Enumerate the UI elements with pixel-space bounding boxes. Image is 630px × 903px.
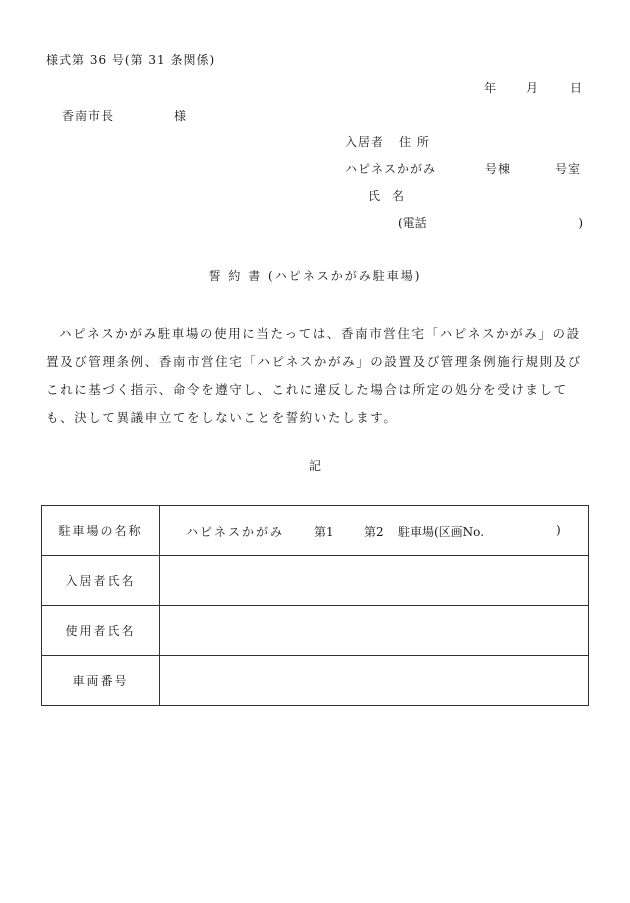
document-title: 誓 約 書 (ハピネスかがみ駐車場): [208, 269, 422, 283]
name-label-1: 氏: [368, 189, 381, 203]
form-number: 様式第 36 号(第 31 条関係): [46, 53, 216, 67]
resident-address-line: [345, 134, 430, 150]
table-row: [42, 656, 589, 706]
pledge-body: ハピネスかがみ駐車場の使用に当たっては、香南市営住宅「ハピネスかがみ」の設置及び管理条例、香南市営住宅「ハピネスかがみ」の設置及び管理条例施行規則及びこれに基づく指示、命令を遵守し、これに違反した場合は所定の処分を受けましても、決して異議申立てをしないことを誓約いたします。: [46, 326, 582, 425]
date-year-label: 年: [484, 81, 497, 95]
row-label-parking-name: 駐車場の名称: [42, 506, 160, 556]
phone-close-paren: ): [578, 216, 583, 230]
lot-2-option: 第2: [364, 524, 384, 539]
row-label-resident-name: 入居者氏名: [42, 556, 160, 606]
table-row: [42, 506, 589, 556]
row-label-user-name: 使用者氏名: [42, 606, 160, 656]
vehicle-number-field[interactable]: [160, 656, 589, 706]
building-line: [345, 161, 585, 177]
date-month-label: 月: [526, 81, 539, 95]
parking-name: ハピネスかがみ: [186, 524, 285, 539]
user-name-field[interactable]: [160, 606, 589, 656]
addressee-name: 香南市長: [62, 109, 115, 123]
building-unit-label: 号棟: [485, 162, 512, 176]
lot-suffix: 駐車場(区画No.: [398, 524, 485, 539]
row-label-vehicle-number: 車両番号: [42, 656, 160, 706]
phone-label: (電話: [398, 216, 427, 230]
parking-info-table: [41, 505, 589, 706]
addressee-honorific: 様: [174, 109, 188, 123]
addressee: [62, 108, 188, 124]
name-label-2: 名: [392, 189, 405, 203]
lot-1-option: 第1: [314, 524, 334, 539]
resident-label: 入居者: [345, 135, 385, 149]
date-day-label: 日: [570, 81, 583, 95]
name-line: [368, 188, 405, 204]
ki-heading: 記: [308, 459, 321, 473]
resident-name-field[interactable]: [160, 556, 589, 606]
address-label: 住 所: [399, 135, 430, 149]
parking-name-cell: [160, 506, 589, 556]
lot-close-paren: ): [556, 522, 561, 537]
building-name: ハピネスかがみ: [345, 162, 437, 176]
table-row: [42, 556, 589, 606]
phone-line: [398, 215, 583, 231]
room-unit-label: 号室: [555, 162, 582, 176]
table-row: [42, 606, 589, 656]
